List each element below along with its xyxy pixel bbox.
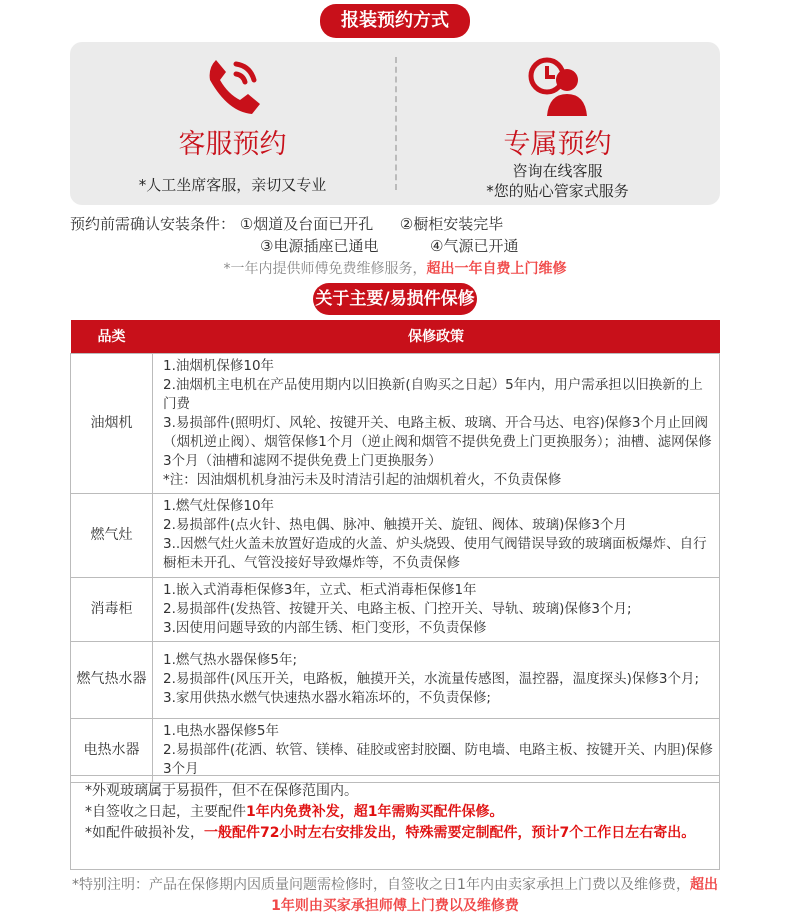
policy-line: 2.易损部件(点火针、热电偶、脉冲、触摸开关、旋钮、阀体、玻璃)保修3个月 — [163, 517, 628, 533]
policy-line: 2.油烟机主电机在产品使用期内以旧换新(自购买之日起）5年内，用户需承担以旧换新的上门费 — [163, 376, 703, 412]
table-row — [71, 493, 720, 577]
policy-line: 1.燃气灶保修10年 — [163, 498, 275, 514]
table-row — [71, 718, 720, 782]
booking-options-panel — [70, 42, 720, 205]
service-note — [0, 258, 790, 278]
policy-line: 3.因使用问题导致的内部生锈、柜门变形，不负责保修 — [163, 619, 487, 636]
special-note — [0, 875, 790, 917]
install-conditions — [70, 213, 518, 257]
condition-item: ①烟道及台面已开孔 — [239, 215, 374, 233]
special-note-highlight: 超出1年则由买家承担师傅上门费以及维修费 — [271, 877, 718, 914]
customer-service-booking[interactable] — [70, 42, 395, 205]
warranty-table — [70, 320, 720, 783]
special-note-text: *特别注明：产品在保修期内因质量问题需检修时，自签收之日1年内由卖家承担上门费以及维修费， — [72, 877, 690, 893]
footnote-text: *如配件破损补发， — [85, 825, 204, 841]
policy-line: 1.嵌入式消毒柜保修3年，立式、柜式消毒柜保修1年 — [163, 581, 477, 598]
table-row — [71, 353, 720, 493]
exclusive-booking[interactable] — [395, 42, 720, 205]
policy-line: 3.易损部件(照明灯、风轮、按键开关、电路主板、玻璃、开合马达、电容)保修3个月止回阀（烟机逆止阀）、烟管保修1个月（逆止阀和烟管不提供免费上门更换服务）；油槽、滤网保修3个月（油槽和滤网不提供免费上门更换服务） — [163, 414, 712, 469]
option-title: 专属预约 — [503, 129, 612, 160]
table-row — [71, 577, 720, 641]
footnote — [85, 781, 705, 802]
policy-cell — [153, 577, 720, 641]
footnote — [85, 802, 705, 823]
footnote-highlight: 一般配件72小时左右安排发出，特殊需要定制配件，预计7个工作日左右寄出。 — [204, 825, 696, 841]
header-category: 品类 — [71, 320, 153, 353]
policy-cell — [153, 718, 720, 782]
conditions-label: 预约前需确认安装条件： — [70, 215, 236, 233]
policy-line: *注：因油烟机机身油污未及时清洁引起的油烟机着火，不负责保修 — [163, 471, 562, 488]
category-cell: 燃气热水器 — [71, 641, 153, 718]
section-title-booking: 报装预约方式 — [320, 4, 470, 38]
category-cell: 燃气灶 — [71, 493, 153, 577]
category-cell: 消毒柜 — [71, 577, 153, 641]
policy-line: 1.油烟机保修10年 — [163, 357, 275, 374]
footnote-highlight: 1年内免费补发，超1年需购买配件保修。 — [246, 804, 504, 820]
footnotes — [70, 775, 720, 870]
option-desc: 咨询在线客服 — [512, 162, 603, 180]
note-text: *一年内提供师傅免费维修服务， — [223, 261, 427, 277]
policy-line: 2.易损部件(风压开关，电路板，触摸开关，水流量传感图，温控器，温度探头)保修3个月; — [163, 671, 700, 687]
table-row — [71, 641, 720, 718]
policy-line: 3.家用供热水燃气快速热水器水箱冻坏的，不负责保修; — [163, 690, 491, 706]
footnote-text: *外观玻璃属于易损件，但不在保修范围内。 — [85, 783, 358, 799]
policy-cell — [153, 493, 720, 577]
agent-icon — [523, 50, 593, 120]
policy-cell — [153, 641, 720, 718]
category-cell: 油烟机 — [71, 353, 153, 493]
option-desc: *您的贴心管家式服务 — [486, 182, 629, 200]
condition-item: ③电源插座已通电 — [260, 237, 379, 255]
footnote-text: *自签收之日起，主要配件 — [85, 804, 246, 820]
policy-line: 2.易损部件(发热管、按键开关、电路主板、门控开关、导轨、玻璃)保修3个月; — [163, 600, 632, 617]
condition-item: ④气源已开通 — [430, 237, 519, 255]
footnote — [85, 823, 705, 844]
category-cell: 电热水器 — [71, 718, 153, 782]
policy-line: 1.电热水器保修5年 — [163, 722, 279, 739]
section-title-warranty: 关于主要/易损件保修 — [313, 283, 477, 315]
option-desc: *人工坐席客服，亲切又专业 — [138, 176, 327, 194]
condition-item: ②橱柜安装完毕 — [399, 215, 504, 233]
policy-cell — [153, 353, 720, 493]
policy-line: 3..因燃气灶火盖未放置好造成的火盖、炉头烧毁、使用气阀错误导致的玻璃面板爆炸、自行橱柜未开孔、气管没接好导致爆炸等，不负责保修 — [163, 536, 707, 571]
policy-line: 2.易损部件(花洒、软管、镁棒、硅胶或密封胶圈、防电墙、电路主板、按键开关、内胆)保修3个月 — [163, 741, 713, 777]
option-title: 客服预约 — [178, 129, 287, 160]
note-highlight: 超出一年自费上门维修 — [426, 261, 567, 277]
phone-icon — [198, 50, 268, 120]
header-policy: 保修政策 — [153, 320, 720, 353]
policy-line: 1.燃气热水器保修5年; — [163, 652, 298, 668]
